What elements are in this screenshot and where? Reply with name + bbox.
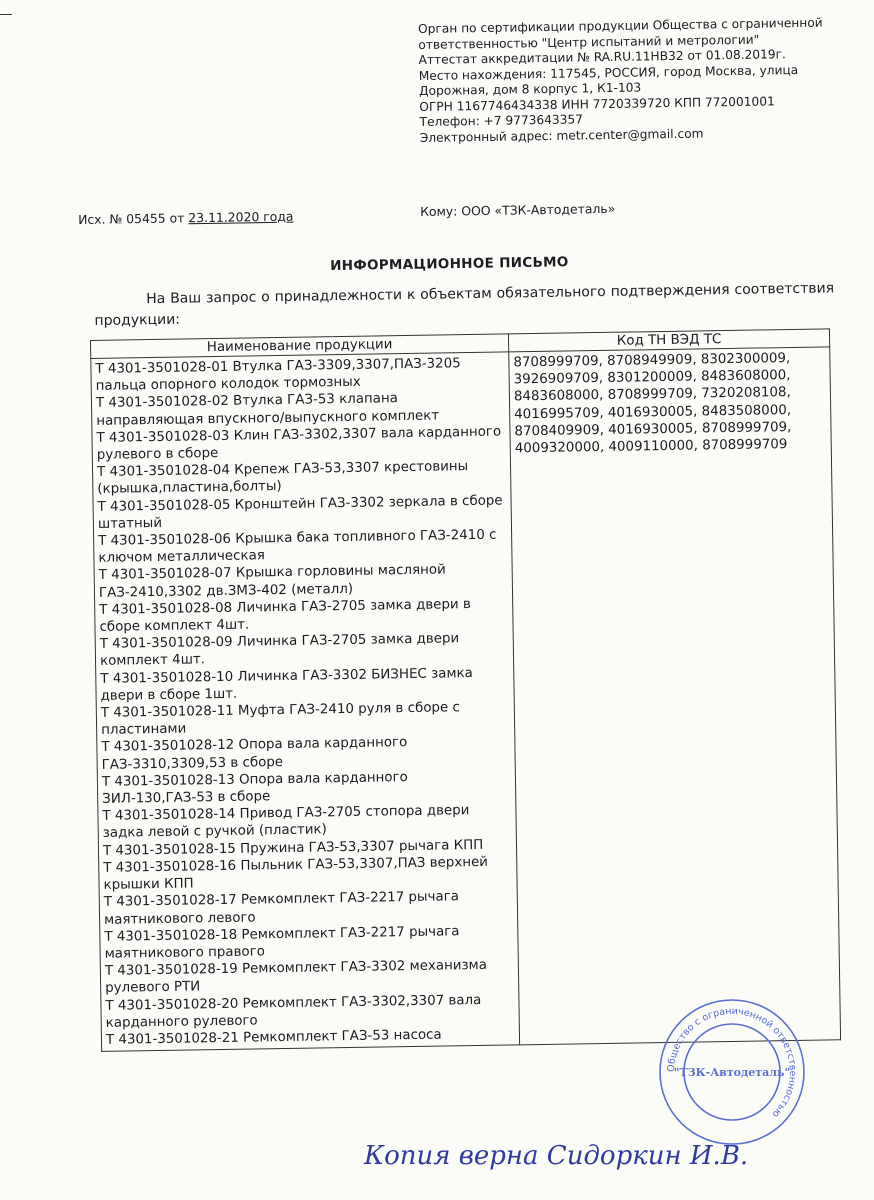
issuer-line: Орган по сертификации продукции Общества с ограниченной [418, 15, 823, 36]
reference-date: 23.11.2020 года [188, 208, 294, 226]
product-item: Т 4301-3501028-16 Пыльник ГАЗ-53,3307,ПАЗ верхней крышки КПП [103, 854, 489, 893]
product-item: Т 4301-3501028-13 Опора вала карданного ЗИЛ-130,ГАЗ-53 в сборе [101, 769, 408, 807]
products-table [90, 328, 841, 1052]
header-hs-code: Код ТН ВЭД ТС [508, 329, 829, 352]
reference-prefix: Исх. № 05455 от [78, 210, 189, 227]
product-item: Т 4301-3501028-19 Ремкомплект ГАЗ-3302 механизма рулевого РТИ [104, 957, 488, 997]
signature-handwriting: Копия верна Сидоркин И.В. [364, 1141, 749, 1171]
certified-copy-signature [360, 1128, 760, 1188]
table-row [91, 347, 841, 1052]
product-item: Т 4301-3501028-15 Пружина ГАЗ-53,3307 рычага КПП [102, 837, 484, 859]
product-item: Т 4301-3501028-21 Ремкомплект ГАЗ-53 насоса [105, 1027, 442, 1048]
product-item: Т 4301-3501028-03 Клин ГАЗ-3302,3307 вала карданного рулевого в сборе [96, 424, 502, 463]
product-item: Т 4301-3501028-18 Ремкомплект ГАЗ-2217 рычага маятникового правого [104, 923, 460, 962]
product-item: Т 4301-3501028-04 Крепеж ГАЗ-53,3307 крестовины (крышка,пластина,болты) [96, 459, 469, 498]
product-item: Т 4301-3501028-06 Крышка бака топливного ГАЗ-2410 с ключом металлическая [98, 527, 497, 567]
header-product-name: Наименование продукции [91, 334, 509, 359]
issuer-line: Телефон: +7 9773643357 [419, 112, 584, 129]
product-item: Т 4301-3501028-05 Кронштейн ГАЗ-3302 зеркала в сборе штатный [97, 493, 503, 532]
issuer-line: Место нахождения: 117545, РОССИЯ, город Москва, улица [418, 62, 799, 83]
stamp-ring-text: Общество с ограниченной ответственностью [665, 1005, 799, 1120]
hs-codes-cell: 8708999709, 8708949909, 8302300009, 3926909709, 8301200009, 8483608000, 8483608000, 8708999709, 7320208108, 4016995709, 4016930005, 8483508000, 8708409909, 4016930005, 8708999709, 4009320000, 4009110000, 8708999709 [509, 347, 841, 1045]
issuer-line: ОГРН 1167746434338 ИНН 7720339720 КПП 772001001 [419, 93, 775, 114]
product-item: Т 4301-3501028-02 Втулка ГАЗ-53 клапана направляющая впускного/выпускного комплект [95, 391, 440, 429]
intro-paragraph [94, 278, 835, 332]
issuer-line: ответственностью "Центр испытаний и метрологии" [418, 32, 760, 52]
edge-mark [0, 14, 12, 15]
company-stamp [656, 996, 808, 1148]
product-item: Т 4301-3501028-07 Крышка горловины масляной ГАЗ-2410,3302 дв.ЗМЗ-402 (металл) [98, 562, 446, 601]
product-item: Т 4301-3501028-12 Опора вала карданного ГАЗ-3310,3309,53 в сборе [101, 735, 408, 773]
letter-title: ИНФОРМАЦИОННОЕ ПИСЬМО [330, 254, 569, 274]
issuer-line: Аттестат аккредитации № RA.RU.11НВ32 от 01.08.2019г. [418, 47, 786, 67]
product-item: Т 4301-3501028-09 Личинка ГАЗ-2705 замка двери комплект 4шт. [99, 631, 460, 670]
intro-text: На Ваш запрос о принадлежности к объектам обязательного подтверждения соответствия продукции: [94, 280, 835, 329]
product-item: Т 4301-3501028-08 Личинка ГАЗ-2705 замка двери в сборе комплект 4шт. [99, 596, 471, 635]
product-item: Т 4301-3501028-17 Ремкомплект ГАЗ-2217 рычага маятникового левого [103, 889, 460, 928]
handwriting-svg [360, 1128, 760, 1188]
product-item: Т 4301-3501028-14 Привод ГАЗ-2705 стопора двери задка левой с ручкой (пластик) [102, 803, 470, 842]
product-item: Т 4301-3501028-10 Личинка ГАЗ-3302 БИЗНЕС замка двери в сборе 1шт. [100, 665, 473, 704]
issuer-line: Электронный адрес: metr.center@gmail.com [419, 126, 704, 145]
outgoing-reference [78, 209, 294, 227]
product-item: Т 4301-3501028-11 Муфта ГАЗ-2410 руля в сборе с пластинами [100, 700, 460, 739]
issuer-block [418, 15, 823, 146]
recipient: Кому: ООО «ТЗК-Автодеталь» [420, 200, 616, 219]
issuer-line: Дорожная, дом 8 корпус 1, К1-103 [418, 80, 642, 98]
product-list-cell [91, 352, 520, 1052]
product-item: Т 4301-3501028-20 Ремкомплект ГАЗ-3302,3307 вала карданного рулевого [105, 992, 482, 1031]
stamp-center-text: "ТЗК-Автодеталь" [673, 1066, 791, 1079]
product-item: Т 4301-3501028-01 Втулка ГАЗ-3309,3307,ПАЗ-3205 пальца опорного колодок тормозных [95, 356, 461, 395]
